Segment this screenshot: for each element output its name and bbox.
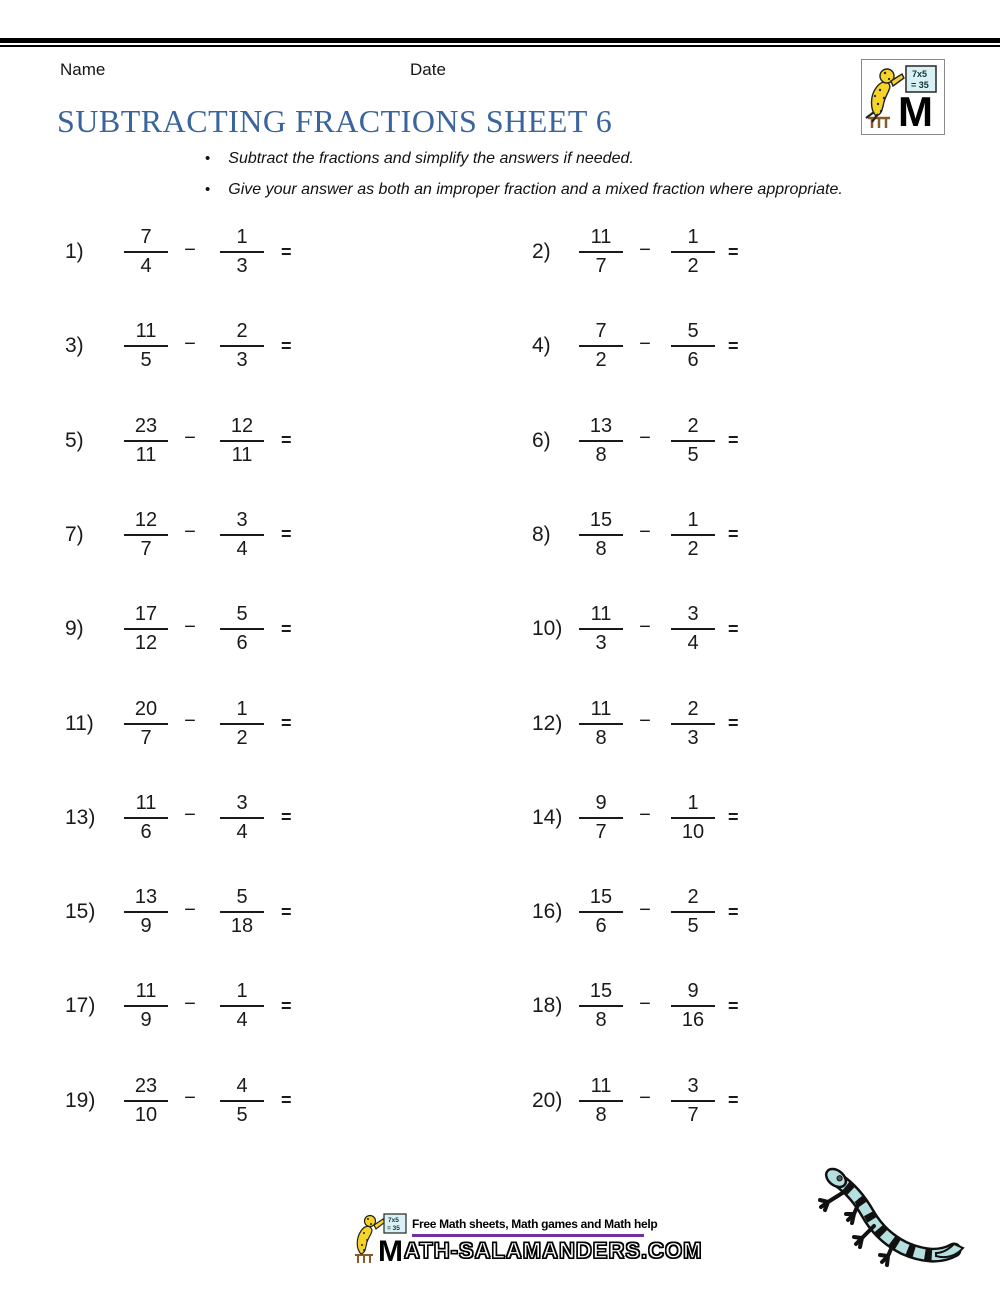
bullet-icon: • <box>205 181 211 198</box>
numerator: 9 <box>687 980 699 1003</box>
fraction-first <box>572 321 630 371</box>
equals-sign: = <box>281 524 292 545</box>
date-label: Date <box>410 60 446 79</box>
problem-row <box>532 677 792 771</box>
fraction-bar <box>220 251 264 253</box>
denominator: 4 <box>687 632 699 655</box>
denominator: 7 <box>687 1103 699 1126</box>
denominator: 8 <box>595 443 607 466</box>
denominator: 2 <box>236 726 248 749</box>
fraction-first <box>117 510 175 560</box>
site-rest: ATH-SALAMANDERS.COM <box>404 1238 703 1263</box>
problem-row <box>65 771 325 865</box>
minus-sign: − <box>184 804 196 827</box>
problem-number: 18) <box>532 994 563 1018</box>
denominator: 4 <box>140 255 152 277</box>
denominator: 7 <box>140 726 152 749</box>
fraction-first <box>572 1076 630 1126</box>
problem-number: 7) <box>65 522 84 546</box>
minus-sign: − <box>184 521 196 544</box>
minus-sign: − <box>639 710 651 732</box>
fraction-bar <box>124 251 168 253</box>
problem-number: 8) <box>532 522 551 546</box>
problem-row <box>532 865 792 959</box>
numerator: 20 <box>134 697 158 720</box>
numerator: 5 <box>687 320 699 343</box>
problem-number: 3) <box>65 334 84 358</box>
minus-sign: − <box>184 1087 196 1110</box>
fraction-first <box>572 793 630 843</box>
equals-sign: = <box>281 901 292 922</box>
fraction-bar <box>579 911 623 913</box>
numerator: 15 <box>589 980 613 1003</box>
fraction-second <box>664 510 722 560</box>
problem-row <box>532 582 792 676</box>
problem-number: 10) <box>532 617 563 641</box>
problem-row <box>532 959 792 1053</box>
fraction-first <box>117 981 175 1031</box>
minus-sign: − <box>639 332 651 355</box>
fraction-bar <box>579 1005 623 1007</box>
equals-sign: = <box>728 524 739 545</box>
numerator: 11 <box>590 226 612 248</box>
denominator: 6 <box>687 349 699 372</box>
denominator: 5 <box>687 915 699 938</box>
fraction-bar <box>579 440 623 442</box>
fraction-bar <box>124 817 168 819</box>
numerator: 1 <box>236 226 248 248</box>
fraction-bar <box>124 1005 168 1007</box>
numerator: 13 <box>589 414 613 437</box>
fraction-bar <box>671 911 715 913</box>
salamander-easel-icon <box>862 60 942 132</box>
denominator: 3 <box>595 632 607 655</box>
fraction-first <box>117 227 175 277</box>
denominator: 4 <box>236 1009 248 1032</box>
equals-sign: = <box>281 241 292 262</box>
fraction-first <box>117 793 175 843</box>
fraction-second <box>213 510 271 560</box>
minus-sign: − <box>184 615 196 638</box>
numerator: 2 <box>236 320 248 343</box>
minus-sign: − <box>639 427 651 450</box>
equals-sign: = <box>728 1090 739 1111</box>
fraction-second <box>213 699 271 749</box>
numerator: 11 <box>135 791 157 814</box>
numerator: 12 <box>230 414 254 437</box>
denominator: 4 <box>236 820 248 843</box>
fraction-first <box>572 981 630 1031</box>
minus-sign: − <box>639 1087 651 1110</box>
fraction-first <box>117 321 175 371</box>
footer-site-name <box>378 1235 703 1268</box>
denominator: 16 <box>681 1009 705 1032</box>
problem-row <box>532 771 792 865</box>
denominator: 3 <box>687 726 699 749</box>
problem-row <box>65 299 325 393</box>
numerator: 3 <box>687 603 699 626</box>
instruction-item <box>205 181 843 199</box>
fraction-bar <box>220 911 264 913</box>
numerator: 3 <box>236 508 248 531</box>
denominator: 6 <box>595 915 607 938</box>
denominator: 3 <box>236 255 248 277</box>
denominator: 5 <box>236 1103 248 1126</box>
denominator: 3 <box>236 349 248 372</box>
minus-sign: − <box>639 804 651 827</box>
fraction-first <box>572 604 630 654</box>
fraction-bar <box>220 817 264 819</box>
minus-sign: − <box>639 615 651 638</box>
fraction-bar <box>671 440 715 442</box>
numerator: 1 <box>687 226 699 248</box>
fraction-bar <box>671 534 715 536</box>
equals-sign: = <box>728 995 739 1016</box>
denominator: 8 <box>595 1103 607 1126</box>
fraction-second <box>664 227 722 277</box>
problem-row <box>532 1054 792 1148</box>
minus-sign: − <box>184 992 196 1015</box>
fraction-bar <box>124 628 168 630</box>
numerator: 11 <box>135 980 157 1003</box>
problem-row <box>65 205 325 299</box>
denominator: 6 <box>236 632 248 655</box>
fraction-second <box>213 227 271 277</box>
fraction-second <box>213 321 271 371</box>
equals-sign: = <box>728 618 739 639</box>
denominator: 7 <box>140 537 152 560</box>
board-text-line2: = 35 <box>387 1225 400 1232</box>
fraction-first <box>572 699 630 749</box>
problem-row <box>65 582 325 676</box>
denominator: 12 <box>134 632 158 655</box>
problem-number: 6) <box>532 428 551 452</box>
problem-row <box>65 488 325 582</box>
fraction-bar <box>220 534 264 536</box>
numerator: 11 <box>590 1074 612 1097</box>
fraction-second <box>213 1076 271 1126</box>
minus-sign: − <box>639 992 651 1015</box>
fraction-second <box>213 793 271 843</box>
problem-number: 5) <box>65 428 84 452</box>
equals-sign: = <box>281 335 292 356</box>
fraction-first <box>572 510 630 560</box>
denominator: 11 <box>231 443 253 466</box>
equals-sign: = <box>281 807 292 828</box>
minus-sign: − <box>184 710 196 732</box>
fraction-second <box>213 604 271 654</box>
equals-sign: = <box>281 713 292 733</box>
fraction-bar <box>124 440 168 442</box>
numerator: 17 <box>134 603 158 626</box>
denominator: 5 <box>687 443 699 466</box>
site-m: M <box>378 1235 403 1268</box>
denominator: 8 <box>595 537 607 560</box>
numerator: 23 <box>134 1074 158 1097</box>
minus-sign: − <box>184 898 196 921</box>
numerator: 1 <box>236 980 248 1003</box>
equals-sign: = <box>281 430 292 451</box>
fraction-bar <box>671 1100 715 1102</box>
numerator: 4 <box>236 1074 248 1097</box>
numerator: 2 <box>687 414 699 437</box>
problem-row <box>65 1054 325 1148</box>
numerator: 15 <box>589 508 613 531</box>
denominator: 11 <box>135 443 157 466</box>
numerator: 5 <box>236 886 248 909</box>
fraction-second <box>664 321 722 371</box>
denominator: 8 <box>595 1009 607 1032</box>
numerator: 3 <box>687 1074 699 1097</box>
fraction-bar <box>579 345 623 347</box>
fraction-bar <box>671 1005 715 1007</box>
fraction-first <box>117 887 175 937</box>
denominator: 2 <box>687 255 699 277</box>
fraction-second <box>664 981 722 1031</box>
fraction-bar <box>220 1100 264 1102</box>
equals-sign: = <box>728 901 739 922</box>
bullet-icon: • <box>205 150 211 167</box>
denominator: 9 <box>140 1009 152 1032</box>
fraction-first <box>572 227 630 277</box>
fraction-bar <box>220 345 264 347</box>
numerator: 12 <box>134 508 158 531</box>
numerator: 7 <box>140 226 152 248</box>
denominator: 8 <box>595 726 607 749</box>
denominator: 5 <box>140 349 152 372</box>
problem-number: 1) <box>65 240 84 263</box>
numerator: 1 <box>687 791 699 814</box>
minus-sign: − <box>639 521 651 544</box>
fraction-first <box>572 416 630 466</box>
fraction-first <box>117 699 175 749</box>
fraction-second <box>664 1076 722 1126</box>
problem-number: 19) <box>65 1088 96 1112</box>
instruction-text: Give your answer as both an improper fraction and a mixed fraction where appropriate. <box>228 181 843 198</box>
denominator: 7 <box>595 820 607 843</box>
instruction-text: Subtract the fractions and simplify the answers if needed. <box>228 150 634 167</box>
problem-row <box>65 959 325 1053</box>
fraction-bar <box>220 1005 264 1007</box>
fraction-second <box>664 887 722 937</box>
fraction-second <box>213 981 271 1031</box>
denominator: 7 <box>595 255 607 277</box>
fraction-second <box>213 416 271 466</box>
logo-m: M <box>898 88 933 132</box>
equals-sign: = <box>728 430 739 451</box>
problem-number: 16) <box>532 900 563 924</box>
board-text-line1: 7x5 <box>912 69 928 79</box>
numerator: 13 <box>134 886 158 909</box>
footer-tagline: Free Math sheets, Math games and Math help <box>412 1217 658 1231</box>
fraction-bar <box>220 440 264 442</box>
numerator: 5 <box>236 603 248 626</box>
problem-number: 4) <box>532 334 551 358</box>
denominator: 18 <box>230 915 254 938</box>
problem-row <box>65 677 325 771</box>
equals-sign: = <box>728 713 739 733</box>
numerator: 9 <box>595 791 607 814</box>
page-title: SUBTRACTING FRACTIONS SHEET 6 <box>57 103 613 139</box>
numerator: 3 <box>236 791 248 814</box>
numerator: 11 <box>590 603 612 626</box>
minus-sign: − <box>184 238 196 261</box>
board-text-line2: = 35 <box>911 80 929 90</box>
name-label: Name <box>60 60 106 79</box>
numerator: 11 <box>135 320 157 343</box>
minus-sign: − <box>639 898 651 921</box>
problem-row <box>532 205 792 299</box>
fraction-second <box>213 887 271 937</box>
fraction-second <box>664 604 722 654</box>
fraction-bar <box>579 628 623 630</box>
fraction-bar <box>579 251 623 253</box>
problem-number: 17) <box>65 994 96 1018</box>
fraction-bar <box>671 628 715 630</box>
fraction-bar <box>671 345 715 347</box>
header-rule-thin <box>0 45 1000 47</box>
numerator: 7 <box>595 320 607 343</box>
fraction-bar <box>124 345 168 347</box>
problem-row <box>65 865 325 959</box>
fraction-second <box>664 793 722 843</box>
numerator: 2 <box>687 697 699 720</box>
salamander-lizard-icon <box>816 1166 966 1275</box>
numerator: 1 <box>687 508 699 531</box>
denominator: 6 <box>140 820 152 843</box>
math-salamanders-logo <box>861 59 945 135</box>
problem-number: 12) <box>532 711 563 735</box>
fraction-first <box>572 887 630 937</box>
fraction-bar <box>579 723 623 725</box>
instruction-item <box>205 150 634 168</box>
equals-sign: = <box>281 1090 292 1111</box>
problem-number: 14) <box>532 805 563 829</box>
fraction-second <box>664 699 722 749</box>
denominator: 10 <box>681 820 705 843</box>
minus-sign: − <box>639 238 651 261</box>
denominator: 4 <box>236 537 248 560</box>
equals-sign: = <box>281 618 292 639</box>
problem-number: 13) <box>65 805 96 829</box>
equals-sign: = <box>728 335 739 356</box>
numerator: 15 <box>589 886 613 909</box>
denominator: 10 <box>134 1103 158 1126</box>
fraction-bar <box>671 817 715 819</box>
denominator: 9 <box>140 915 152 938</box>
denominator: 2 <box>595 349 607 372</box>
fraction-bar <box>124 723 168 725</box>
equals-sign: = <box>281 995 292 1016</box>
fraction-second <box>664 416 722 466</box>
fraction-first <box>117 1076 175 1126</box>
problem-number: 9) <box>65 617 84 641</box>
fraction-bar <box>124 911 168 913</box>
fraction-bar <box>124 1100 168 1102</box>
fraction-bar <box>124 534 168 536</box>
footer-logo <box>350 1209 703 1268</box>
numerator: 23 <box>134 414 158 437</box>
board-text-line1: 7x5 <box>388 1217 399 1224</box>
problem-row <box>532 488 792 582</box>
problem-number: 15) <box>65 900 96 924</box>
problem-row <box>65 394 325 488</box>
minus-sign: − <box>184 427 196 450</box>
fraction-bar <box>671 723 715 725</box>
fraction-bar <box>579 817 623 819</box>
problem-number: 2) <box>532 240 551 263</box>
footer-purple-rule <box>412 1234 644 1237</box>
equals-sign: = <box>728 807 739 828</box>
fraction-bar <box>579 1100 623 1102</box>
problem-row <box>532 299 792 393</box>
fraction-first <box>117 604 175 654</box>
problem-number: 11) <box>65 711 94 735</box>
problem-number: 20) <box>532 1088 563 1112</box>
equals-sign: = <box>728 241 739 262</box>
numerator: 2 <box>687 886 699 909</box>
minus-sign: − <box>184 332 196 355</box>
fraction-bar <box>220 723 264 725</box>
fraction-bar <box>220 628 264 630</box>
fraction-first <box>117 416 175 466</box>
problem-row <box>532 394 792 488</box>
fraction-bar <box>579 534 623 536</box>
header-rule-thick <box>0 38 1000 43</box>
numerator: 11 <box>590 697 612 720</box>
numerator: 1 <box>236 697 248 720</box>
denominator: 2 <box>687 537 699 560</box>
fraction-bar <box>671 251 715 253</box>
